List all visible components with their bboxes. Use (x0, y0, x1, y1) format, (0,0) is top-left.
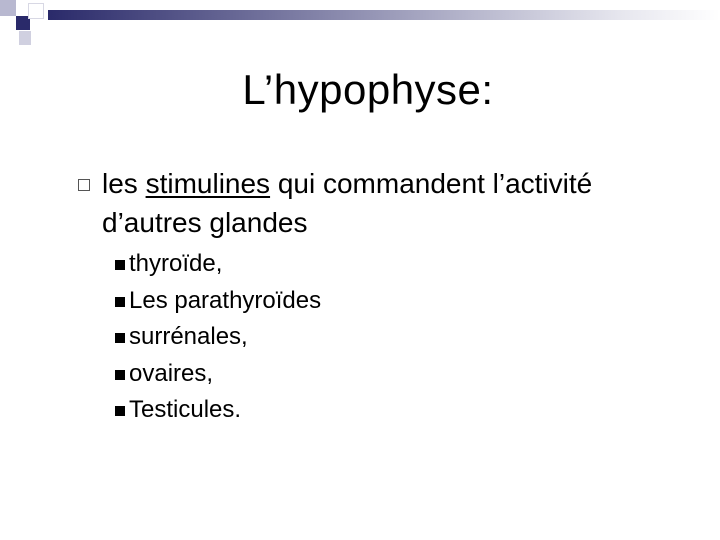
hollow-square-bullet-icon (78, 179, 90, 191)
list-item-text: Les parathyroïdes (129, 286, 322, 314)
decor-square-light (0, 0, 16, 16)
list-item-text: Testicules. (129, 396, 242, 423)
filled-square-bullet-icon (115, 406, 125, 416)
main-bullet-line1 (78, 164, 688, 203)
main-bullet-suffix: qui commandent l’activité (270, 168, 593, 199)
decor-square-outline (28, 3, 44, 19)
list-item-text: thyroïde, (129, 250, 223, 277)
filled-square-bullet-icon (115, 260, 125, 270)
list-item (115, 356, 321, 393)
filled-square-bullet-icon (115, 333, 125, 343)
list-item-text: surrénales, (129, 323, 248, 350)
list-item (115, 319, 321, 356)
decor-square-pale (19, 31, 31, 45)
slide-title-text: L’hypophyse: (242, 66, 494, 113)
main-bullet (78, 164, 688, 242)
header-gradient-band (48, 10, 720, 20)
list-item (115, 392, 321, 429)
list-item-text: ovaires, (129, 359, 214, 387)
filled-square-bullet-icon (115, 297, 125, 307)
filled-square-bullet-icon (115, 370, 125, 380)
decor-square-white (4, 22, 14, 32)
main-bullet-underlined-term: stimulines (145, 168, 271, 199)
list-item (115, 246, 321, 283)
list-item (115, 283, 321, 320)
slide-title (0, 66, 720, 114)
main-bullet-prefix: les (102, 168, 146, 199)
main-bullet-line2: d’autres glandes (102, 207, 308, 238)
sub-bullet-list (115, 246, 321, 429)
